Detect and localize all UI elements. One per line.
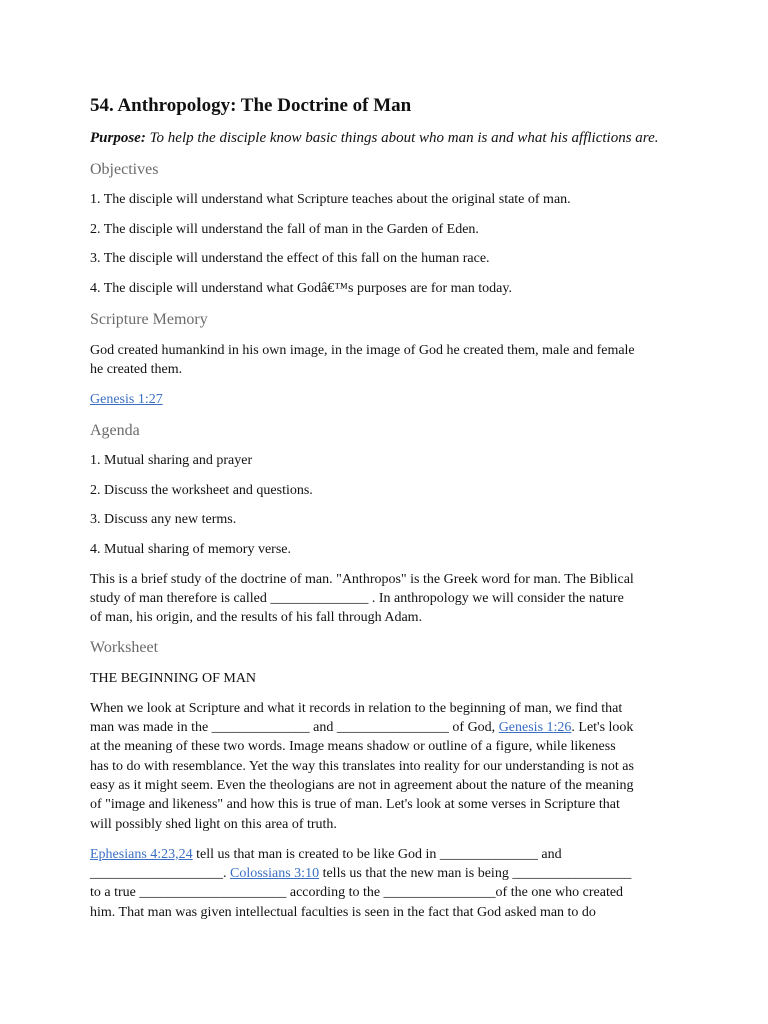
intro-line: study of man therefore is called ______________ . In anthropology we will consider the nature xyxy=(90,591,624,606)
section-title: THE BEGINNING OF MAN xyxy=(90,671,257,686)
worksheet-text: tells us that the new man is being _________________ xyxy=(319,866,632,881)
objectives-heading: Objectives xyxy=(90,161,159,178)
memory-verse-line: he created them. xyxy=(90,362,183,377)
agenda-item: 3. Discuss any new terms. xyxy=(90,512,237,527)
worksheet-line: has to do with resemblance. Yet the way this translates into reality for our understanding is not as xyxy=(90,759,634,774)
worksheet-line: him. That man was given intellectual faculties is seen in the fact that God asked man to do xyxy=(90,905,596,920)
worksheet-line: at the meaning of these two words. Image means shadow or outline of a figure, while likeness xyxy=(90,739,616,754)
agenda-item: 1. Mutual sharing and prayer xyxy=(90,453,253,468)
agenda-item: 4. Mutual sharing of memory verse. xyxy=(90,542,292,557)
worksheet-line: When we look at Scripture and what it records in relation to the beginning of man, we find that xyxy=(90,701,623,716)
ephesians-4-23-24-link[interactable]: Ephesians 4:23,24 xyxy=(90,847,193,862)
worksheet-line xyxy=(90,845,680,864)
worksheet-line xyxy=(90,718,680,737)
worksheet-text: man was made in the ______________ and ________________ of God, xyxy=(90,720,499,735)
objective-item: 4. The disciple will understand what Godâ€™s purposes are for man today. xyxy=(90,281,512,296)
worksheet-line xyxy=(90,864,680,883)
worksheet-line: will possibly shed light on this area of truth. xyxy=(90,817,337,832)
colossians-3-10-link[interactable]: Colossians 3:10 xyxy=(230,866,320,881)
worksheet-heading: Worksheet xyxy=(90,639,159,656)
purpose-text: To help the disciple know basic things about who man is and what his afflictions are. xyxy=(149,130,659,146)
worksheet-line: of "image and likeness" and how this is true of man. Let's look at some verses in Scripture that xyxy=(90,797,620,812)
agenda-heading: Agenda xyxy=(90,422,140,439)
intro-line: This is a brief study of the doctrine of man. "Anthropos" is the Greek word for man. The Biblical xyxy=(90,572,634,587)
worksheet-text: tell us that man is created to be like God in ______________ and xyxy=(192,847,562,862)
worksheet-line: to a true _____________________ according to the ________________of the one who created xyxy=(90,885,624,900)
genesis-1-26-link[interactable]: Genesis 1:26 xyxy=(498,720,572,735)
objective-item: 2. The disciple will understand the fall of man in the Garden of Eden. xyxy=(90,222,479,237)
memory-verse-reference-link[interactable]: Genesis 1:27 xyxy=(90,392,163,407)
memory-verse-line: God created humankind in his own image, in the image of God he created them, male and female xyxy=(90,343,635,358)
page-title: 54. Anthropology: The Doctrine of Man xyxy=(90,95,412,116)
purpose-statement xyxy=(90,128,659,148)
intro-line: of man, his origin, and the results of his fall through Adam. xyxy=(90,610,423,625)
worksheet-text: ___________________. xyxy=(90,866,230,881)
scripture-memory-heading: Scripture Memory xyxy=(90,311,208,328)
objective-item: 3. The disciple will understand the effect of this fall on the human race. xyxy=(90,251,490,266)
objective-item: 1. The disciple will understand what Scripture teaches about the original state of man. xyxy=(90,192,571,207)
purpose-label: Purpose: xyxy=(90,130,146,146)
worksheet-text: . Let's look xyxy=(571,720,634,735)
agenda-item: 2. Discuss the worksheet and questions. xyxy=(90,483,313,498)
worksheet-line: easy as it might seem. Even the theologians are not in agreement about the nature of the meaning xyxy=(90,778,634,793)
